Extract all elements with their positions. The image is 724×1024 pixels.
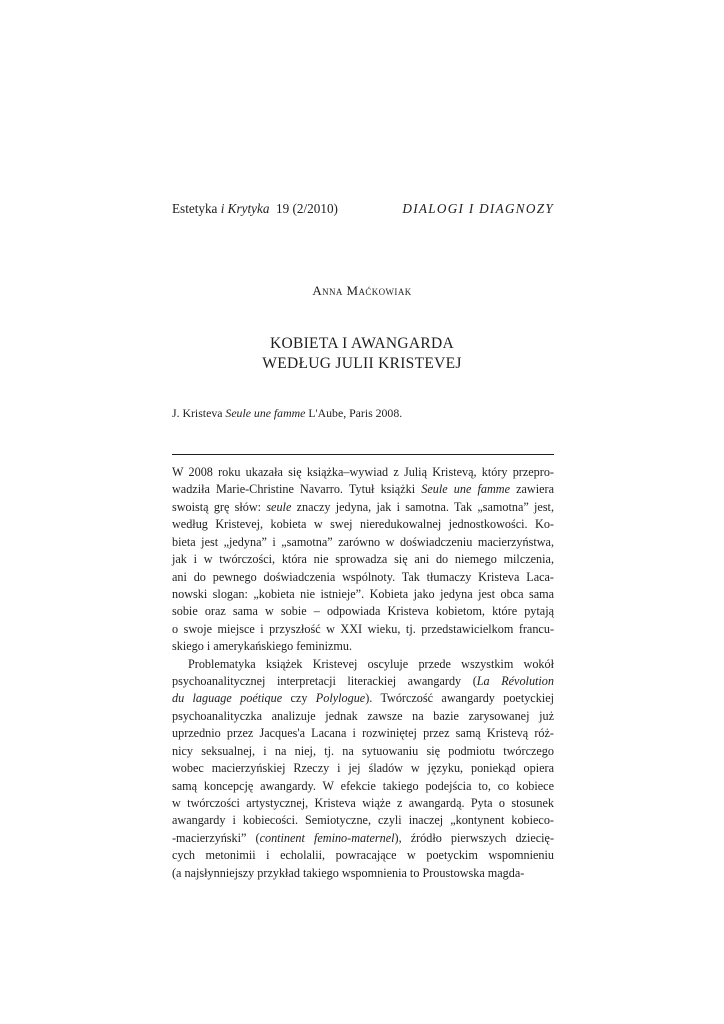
text-line	[172, 690, 554, 707]
text-line: nowski slogan: „kobieta nie istnieje”. Kobieta jako jedyna jest obca sama	[172, 586, 554, 601]
italic-title: La Révolution	[476, 674, 554, 689]
reference-author: J. Kristeva	[172, 406, 223, 420]
journal-name-italic: i Krytyka	[220, 201, 270, 216]
text-line: Problematyka książek Kristevej oscyluje przede wszystkim wokół	[188, 656, 554, 671]
article-title	[0, 334, 724, 374]
italic-title: du laguage poétique	[172, 691, 283, 706]
text-segment: swoistą grę słów:	[172, 499, 267, 514]
text-line: sobie oraz sama w sobie – odpowiada Kristeva kobietom, które pytają	[172, 604, 554, 619]
journal-issue: 19 (2/2010)	[276, 201, 338, 216]
paragraph	[172, 656, 554, 882]
text-line: o swoje miejsce i przyszłość w XXI wieku, tj. przedstawicielkom francu-	[172, 621, 554, 636]
italic-title: Seule une famme	[421, 482, 510, 497]
italic-title: seule	[266, 499, 292, 514]
reference-book-title: Seule une famme	[225, 406, 306, 420]
text-segment: czy	[282, 691, 316, 706]
text-line: uprzednio przez Jacques'a Lacana i rozwiniętej przez samą Kristevą róż-	[172, 726, 554, 741]
text-line: nicy seksualnej, i na niej, tj. na sytuowaniu się podmiotu twórczego	[172, 743, 554, 758]
article-body	[172, 464, 554, 882]
text-segment: -macierzyński” (	[172, 830, 260, 845]
text-segment: zawiera	[509, 482, 554, 497]
text-line: psychoanalityczka analizuje jednak zawsze na bazie zarysowanej już	[172, 708, 554, 723]
paragraph	[172, 464, 554, 656]
running-head	[172, 201, 554, 221]
text-line: skiego i amerykańskiego feminizmu.	[172, 639, 353, 654]
text-segment: znaczy jedyna, jak i samotna. Tak „samotna” jest,	[291, 499, 554, 514]
text-line: ani do pewnego doświadczenia wspólnoty. Tak tłumaczy Kristeva Laca-	[172, 569, 554, 584]
text-line	[172, 499, 554, 516]
section-name: DIALOGI I DIAGNOZY	[402, 201, 554, 216]
text-line	[172, 830, 554, 847]
text-segment: wadziła Marie-Christine Navarro. Tytuł książki	[172, 482, 422, 497]
journal-name: Estetyka	[172, 201, 218, 216]
text-line: awangardy i kobiecości. Semiotyczne, czyli inaczej „kontynent kobieco-	[172, 813, 554, 828]
title-line: WEDŁUG JULII KRISTEVEJ	[262, 355, 462, 372]
horizontal-rule	[172, 454, 554, 455]
text-line: cych metonimii i echolalii, powracające w poetyckim wspomnieniu	[172, 848, 554, 863]
italic-title: continent femino-maternel	[259, 830, 395, 845]
italic-title: Polylogue	[315, 691, 366, 706]
text-line	[172, 673, 554, 690]
journal-citation	[172, 201, 338, 217]
text-segment: psychoanalitycznej interpretacji literackiej awangardy (	[172, 674, 477, 689]
text-line: jak i w twórczości, która nie sprowadza się ani do niemego milczenia,	[172, 552, 554, 567]
text-line: W 2008 roku ukazała się książka–wywiad z Julią Kristevą, który przepro-	[172, 465, 554, 479]
author-name: Anna Maćkowiak	[312, 283, 412, 298]
text-line: według Kristevej, kobieta w swej nieredukowalnej jednostkowości. Ko-	[172, 517, 554, 532]
text-line: samą koncepcję awangardy. W efekcie takiego podejścia to, co kobiece	[172, 778, 554, 793]
text-line	[172, 481, 554, 498]
reviewed-book-reference	[172, 406, 402, 421]
reference-publisher: L'Aube, Paris 2008.	[308, 406, 403, 420]
text-line: wobec macierzyńskiej Rzeczy i jej śladów w języku, poniekąd opiera	[172, 761, 554, 776]
text-line: (a najsłynniejszy przykład takiego wspomnienia to Proustowska magda-	[172, 865, 525, 880]
text-segment: ), źródło pierwszych dziecię-	[394, 830, 555, 845]
text-segment: ). Twórczość awangardy poetyckiej	[365, 691, 554, 706]
text-line: w twórczości artystycznej, Kristeva wiąże z awangardą. Pyta o stosunek	[172, 796, 554, 811]
title-line: KOBIETA I AWANGARDA	[269, 335, 455, 352]
text-line: bieta jest „jedyna” i „samotna” zarówno w doświadczeniu macierzyństwa,	[172, 534, 554, 549]
